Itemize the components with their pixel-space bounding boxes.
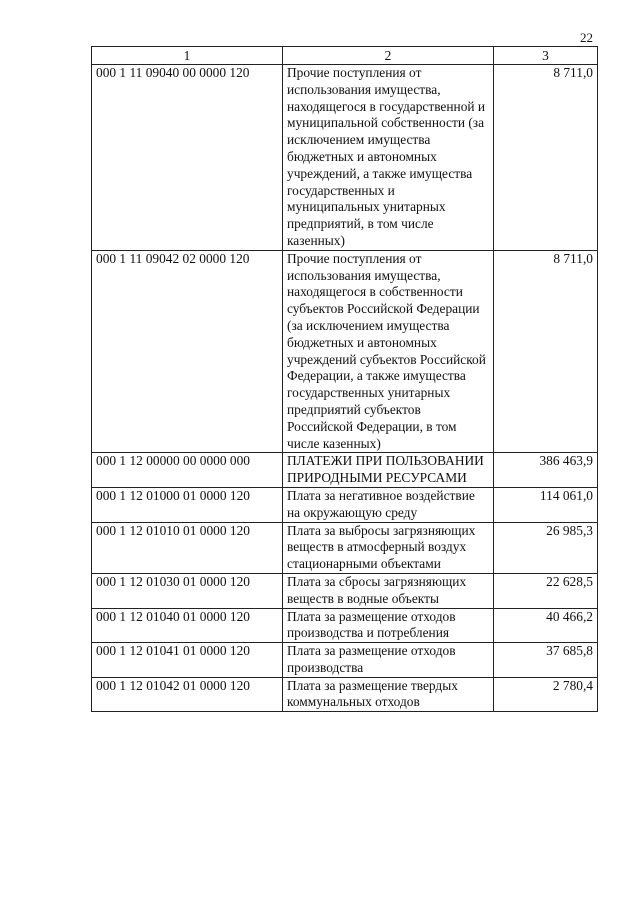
amount: 8 711,0 xyxy=(494,65,598,251)
classification-code: 000 1 11 09042 02 0000 120 xyxy=(92,250,283,453)
table-row xyxy=(92,608,598,643)
income-name: ПЛАТЕЖИ ПРИ ПОЛЬЗОВАНИИ ПРИРОДНЫМИ РЕСУРСАМИ xyxy=(283,453,494,488)
income-name: Прочие поступления от использования имущества, находящегося в государственной и муниципальной собственности (за исключением имущества бюджетных и автономных учреждений, а также имущества государственных и муниципальных унитарных предприятий, в том числе казенных) xyxy=(283,65,494,251)
classification-code: 000 1 12 01042 01 0000 120 xyxy=(92,677,283,712)
amount: 2 780,4 xyxy=(494,677,598,712)
table-row xyxy=(92,643,598,678)
amount: 386 463,9 xyxy=(494,453,598,488)
classification-code: 000 1 12 01040 01 0000 120 xyxy=(92,608,283,643)
classification-code: 000 1 12 01041 01 0000 120 xyxy=(92,643,283,678)
amount: 37 685,8 xyxy=(494,643,598,678)
table-row xyxy=(92,453,598,488)
amount: 26 985,3 xyxy=(494,522,598,573)
amount: 22 628,5 xyxy=(494,573,598,608)
table-row xyxy=(92,487,598,522)
table-row xyxy=(92,677,598,712)
income-name: Плата за размещение отходов производства и потребления xyxy=(283,608,494,643)
amount: 40 466,2 xyxy=(494,608,598,643)
income-name: Плата за негативное воздействие на окружающую среду xyxy=(283,487,494,522)
income-name: Прочие поступления от использования имущества, находящегося в собственности субъектов Российской Федерации (за исключением имущества бюджетных и автономных учреждений субъектов Российской Федерации, а также имущества государственных унитарных предприятий субъектов Российской Федерации, в том числе казенных) xyxy=(283,250,494,453)
table-row xyxy=(92,522,598,573)
income-name: Плата за выбросы загрязняющих веществ в атмосферный воздух стационарными объектами xyxy=(283,522,494,573)
classification-code: 000 1 12 01030 01 0000 120 xyxy=(92,573,283,608)
classification-code: 000 1 11 09040 00 0000 120 xyxy=(92,65,283,251)
classification-code: 000 1 12 01000 01 0000 120 xyxy=(92,487,283,522)
header-row xyxy=(92,47,598,65)
classification-code: 000 1 12 01010 01 0000 120 xyxy=(92,522,283,573)
budget-table xyxy=(91,46,598,712)
column-header-code: 1 xyxy=(92,47,283,65)
table-row xyxy=(92,250,598,453)
column-header-amount: 3 xyxy=(494,47,598,65)
table-row xyxy=(92,573,598,608)
table-row xyxy=(92,65,598,251)
classification-code: 000 1 12 00000 00 0000 000 xyxy=(92,453,283,488)
page-number: 22 xyxy=(580,30,593,45)
income-name: Плата за сбросы загрязняющих веществ в водные объекты xyxy=(283,573,494,608)
income-name: Плата за размещение твердых коммунальных отходов xyxy=(283,677,494,712)
amount: 114 061,0 xyxy=(494,487,598,522)
income-name: Плата за размещение отходов производства xyxy=(283,643,494,678)
column-header-name: 2 xyxy=(283,47,494,65)
amount: 8 711,0 xyxy=(494,250,598,453)
